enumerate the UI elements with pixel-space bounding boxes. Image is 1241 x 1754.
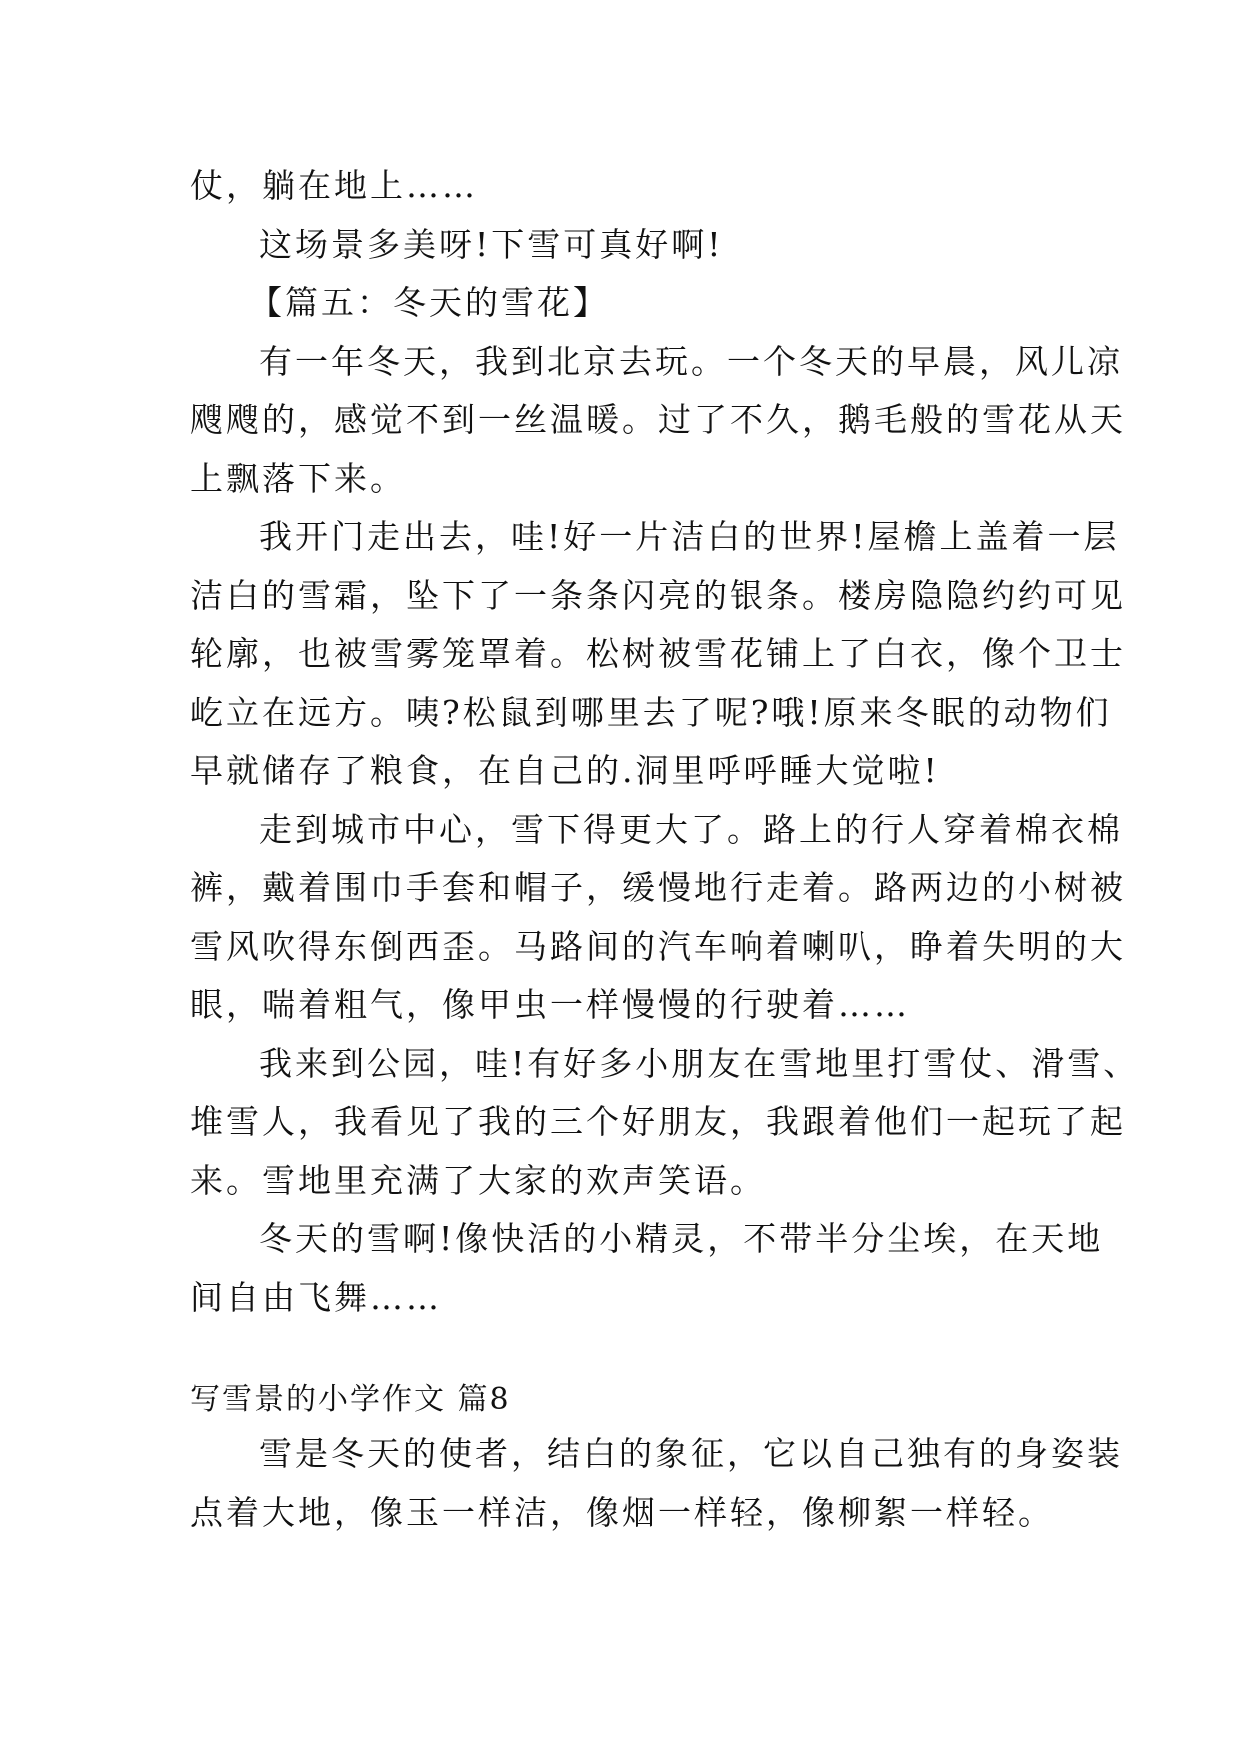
- paragraph-continuation: [190, 157, 1060, 216]
- text-line: 间自由飞舞……: [190, 1277, 442, 1317]
- paragraph-city-center: [190, 801, 1126, 1035]
- paragraph-park: [190, 1035, 1140, 1211]
- text-line: 屹立在远方。咦?松鼠到哪里去了呢?哦!原来冬眠的动物们: [190, 692, 1112, 732]
- text-line: 冬天的雪啊!像快活的小精灵，不带半分尘埃，在天地: [259, 1219, 1104, 1258]
- text-line: 雪风吹得东倒西歪。马路间的汽车响着喇叭，睁着失明的大: [190, 926, 1126, 966]
- text-line: 轮廓，也被雪雾笼罩着。松树被雪花铺上了白衣，像个卫士: [190, 634, 1126, 673]
- text-line: 仗，躺在地上……: [190, 166, 478, 205]
- text-line: 洁白的雪霜，坠下了一条条闪亮的银条。楼房隐隐约约可见: [190, 575, 1126, 615]
- text-line: 我来到公园，哇!有好多小朋友在雪地里打雪仗、滑雪、: [259, 1043, 1140, 1083]
- text-line: 有一年冬天，我到北京去玩。一个冬天的早晨，风儿凉: [259, 341, 1123, 381]
- text-line: 雪是冬天的使者，结白的象征，它以自己独有的身姿装: [259, 1434, 1123, 1473]
- document-body: [190, 157, 1140, 1542]
- text-line: 这场景多美呀!下雪可真好啊!: [259, 224, 724, 264]
- text-line: 来。雪地里充满了大家的欢声笑语。: [190, 1160, 766, 1200]
- text-line: 上飘落下来。: [190, 458, 406, 498]
- paragraph-snow-spirit: [190, 1210, 1104, 1327]
- section-heading: 写雪景的小学作文 篇8: [190, 1382, 511, 1417]
- paragraph-snow-messenger: [190, 1425, 1123, 1542]
- text-line: 裤，戴着围巾手套和帽子，缓慢地行走着。路两边的小树被: [190, 868, 1126, 907]
- text-line: 眼，喘着粗气，像甲虫一样慢慢的行驶着……: [190, 985, 910, 1024]
- subsection-heading-text: 【篇五：冬天的雪花】: [249, 283, 609, 322]
- paragraph-exclamation: [190, 216, 1060, 275]
- paragraph-white-world: [190, 508, 1126, 801]
- text-line: 走到城市中心，雪下得更大了。路上的行人穿着棉衣棉: [259, 809, 1123, 849]
- section-spacer: [190, 1327, 1060, 1375]
- paragraph-beijing-winter: [190, 333, 1126, 509]
- text-line: 点着大地，像玉一样洁，像烟一样轻，像柳絮一样轻。: [190, 1492, 1054, 1532]
- text-line: 飕飕的，感觉不到一丝温暖。过了不久，鹅毛般的雪花从天: [190, 400, 1126, 439]
- text-line: 早就储存了粮食，在自己的.洞里呼呼睡大觉啦!: [190, 751, 940, 790]
- text-line: 我开门走出去，哇!好一片洁白的世界!屋檐上盖着一层: [259, 517, 1120, 556]
- text-line: 堆雪人，我看见了我的三个好朋友，我跟着他们一起玩了起: [190, 1102, 1126, 1141]
- subsection-title: [190, 274, 1060, 333]
